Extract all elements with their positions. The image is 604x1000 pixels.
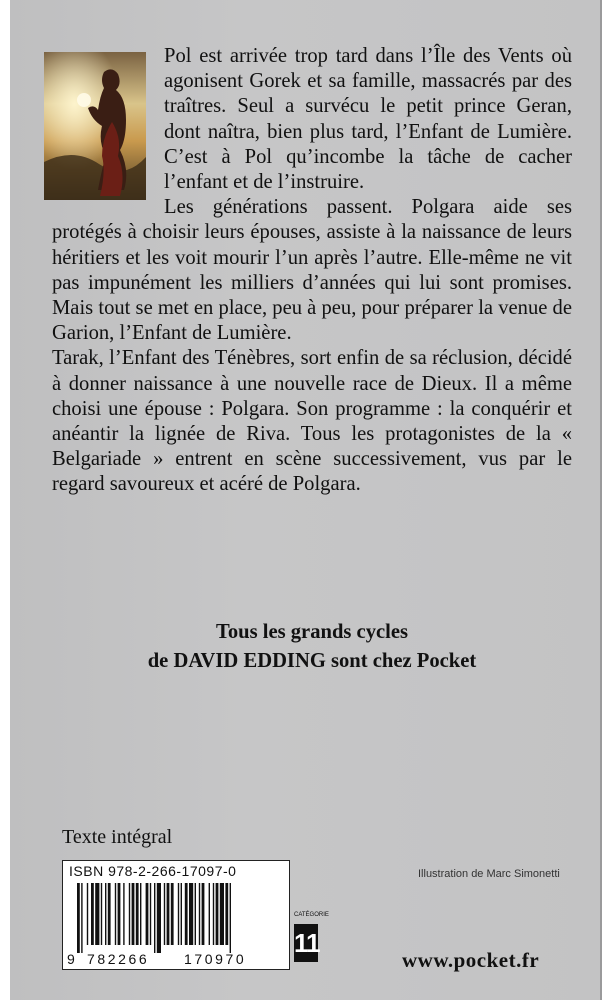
barcode-bar [140,883,141,945]
barcode-bar [81,883,82,953]
description-text [52,44,572,498]
barcode-digits-left: 782266 [87,951,150,967]
barcode-bar [87,883,88,945]
isbn-text: ISBN 978-2-266-17097-0 [69,863,237,879]
barcode-bar [154,883,155,953]
barcode [77,883,277,953]
barcode-bar [101,883,102,945]
barcode-bar [91,883,94,945]
barcode-digits-right: 170970 [184,951,247,967]
barcode-bar [95,883,99,945]
barcode-bar [118,883,121,945]
barcode-bar [202,883,205,945]
barcode-bar [189,883,193,945]
barcode-bar [209,883,210,945]
barcode-bar [108,883,111,945]
barcode-label [62,860,290,970]
barcode-bar [230,883,231,953]
category-badge [294,912,329,964]
barcode-bar [178,883,179,945]
barcode-bar [150,883,151,945]
barcode-bar [185,883,188,945]
barcode-bar [157,883,161,953]
barcode-lead-digit: 9 [67,951,78,967]
barcode-bar [115,883,116,945]
barcode-bar [136,883,139,945]
description-paragraph: Tarak, l’Enfant des Ténèbres, sort enfin de sa réclusion, décidé à donner naissance à une nouvelle race de Dieux. Il a même choisi une épouse : Polgara. Son programme : la conquérir et anéantir la lignée de Riva. Tous les protagonistes de la « Belgariade » entrent en scène successivement, vus par le regard savoureux et acéré de Polgara. [52,347,572,496]
promo-line-2: de DAVID EDDING sont chez Pocket [147,650,477,672]
barcode-bar [146,883,149,945]
illustration-spacer [52,44,154,216]
barcode-bar [195,883,196,945]
category-label: CATÉGORIE [294,912,329,918]
barcode-bar [181,883,182,945]
website-url: www.pocket.fr [402,948,540,972]
barcode-bar [132,883,135,945]
barcode-bar [199,883,200,945]
barcode-bar [164,883,165,945]
barcode-bar [220,883,224,945]
barcode-bar [167,883,170,945]
barcode-bar [123,883,124,945]
promo-line-1: Tous les grands cycles [215,621,409,643]
description-paragraph: Les générations passent. Polgara aide ses protégés à choisir leurs épouses, assiste à la naissance de leurs héritiers et les voit mourir l’un après l’autre. Elle-même ne vit pas impunément les milliers d’années qui lui sont promises. Mais tout se met en place, peu à peu, pour préparer la venue de Garion, l’Enfant de Lumière. [52,196,572,345]
description-paragraph: Pol est arrivée trop tard dans l’Île des Vents où agonisent Gorek et sa famille, massacrés par des traîtres. Seul a survécu le petit prince Geran, dont naîtra, bien plus tard, l’Enfant de Lumière. C’est à Pol qu’incombe la tâche de cacher l’enfant et de l’instruire. [164,45,572,194]
illustration-credit: Illustration de Marc Simonetti [418,868,560,880]
barcode-bar [105,883,106,945]
promo-text [52,618,572,676]
edition-note: Texte intégral [62,826,173,848]
barcode-bar [216,883,219,945]
category-number: 11 [294,924,318,962]
barcode-bar [213,883,214,945]
barcode-bar [171,883,174,945]
barcode-bar [129,883,130,945]
barcode-bar [77,883,80,953]
barcode-bar [225,883,228,945]
